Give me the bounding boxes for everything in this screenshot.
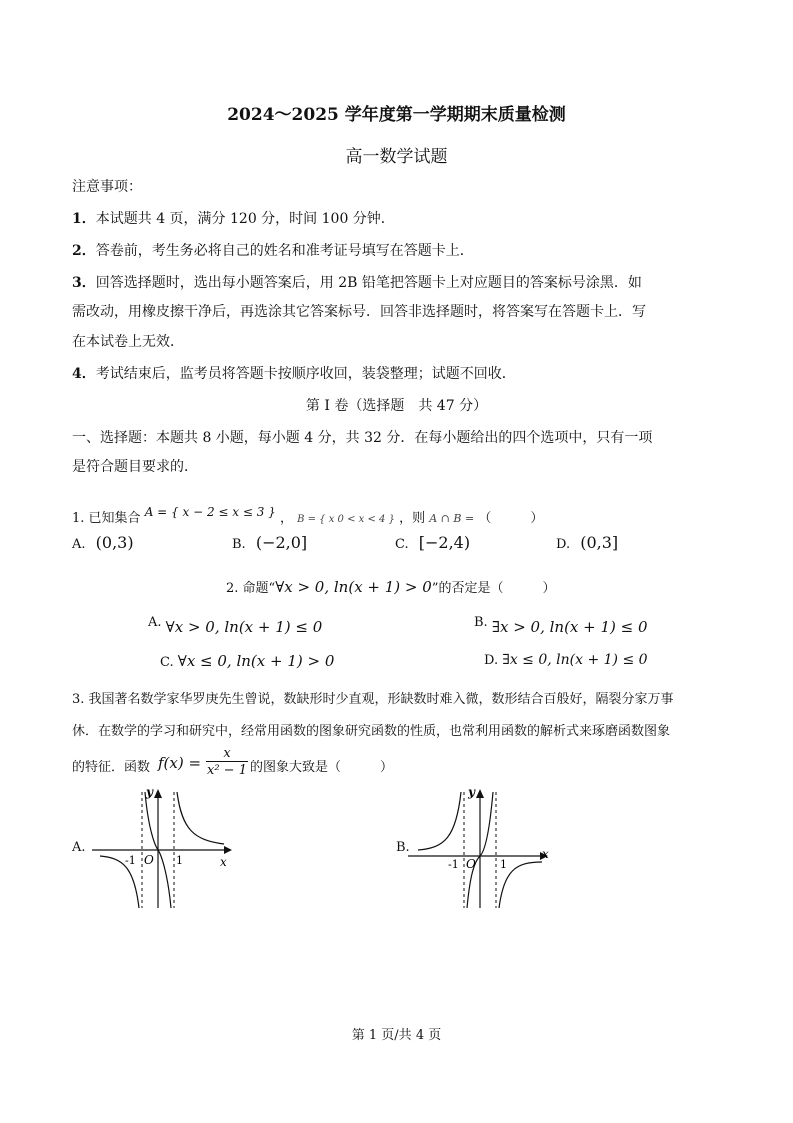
q1-set-b: B = { x 0 < x < 4 } [297,514,395,525]
option-label: B. [232,537,246,552]
q2-stem [226,577,555,596]
note-item-4 [72,364,516,384]
q3-graph-a-label[interactable]: A. [72,840,86,855]
y-label: y [468,786,475,799]
note-num: 4． [72,366,96,382]
note-text: 本试题共 4 页，满分 120 分，时间 100 分钟． [95,211,395,227]
q1-option-c[interactable] [395,533,470,552]
note-item-3 [72,273,642,293]
q2-math: ∀x > 0, ln(x + 1) > 0 [275,578,432,596]
option-value: ∃x ≤ 0, ln(x + 1) ≤ 0 [502,652,648,668]
exam-title: 2024～2025 学年度第一学期期末质量检测 [227,105,566,125]
x-label: x [542,847,549,861]
q1-suffix: ，则 [399,511,426,526]
curve-left-branch [418,792,461,850]
note-item-1 [72,209,395,229]
note-item-2 [72,241,474,261]
section-intro-line2: 是符合题目要求的． [72,459,198,475]
q2-option-b[interactable] [474,615,648,636]
q1-option-a[interactable] [72,533,134,552]
note-item-3-line3: 在本试卷上无效． [72,334,184,350]
note-text: 答卷前，考生务必将自己的姓名和准考证号填写在答题卡上． [95,243,474,259]
y-axis-arrow [154,789,162,798]
q1-comma: ， [279,511,293,526]
origin-label: O [144,853,154,867]
notes-heading: 注意事项： [72,179,142,195]
option-label: C. [395,537,409,552]
note-text: 回答选择题时，选出每小题答案后，用 2B 铅笔把答题卡上对应题目的答案标号涂黑．如 [95,275,642,291]
y-label: y [146,786,153,799]
option-label: A. [72,537,86,552]
option-value: ∀x > 0, ln(x + 1) ≤ 0 [165,618,323,636]
x-label: x [220,855,227,869]
option-value: ∃x > 0, ln(x + 1) ≤ 0 [491,618,648,636]
q3-graph-b[interactable] [408,786,558,910]
q3-line3-prefix: 的特征．函数 [72,760,151,775]
q1-option-b[interactable] [232,533,307,552]
x-axis-arrow [224,846,232,854]
q2-prefix: 2. 命题“ [226,581,276,596]
pos-one-label: 1 [176,854,183,867]
q3-numerator: x [206,746,248,762]
option-value: (0,3] [580,533,619,552]
option-label: D. [556,537,571,552]
note-num: 1． [72,211,96,227]
origin-label: O [466,857,476,871]
q1-paren: （ ） [478,511,544,526]
q3-line3-suffix: 的图象大致是（ ） [250,760,394,775]
neg-one-label: -1 [125,854,136,867]
q1-stem [72,502,543,530]
page-number: 第 1 页/共 4 页 [351,1028,442,1043]
q1-set-a: A = { x − 2 ≤ x ≤ 3 } [144,505,276,519]
curve-right-branch [177,792,224,844]
q1-prefix: 1. 已知集合 [72,511,141,526]
q3-graph-a[interactable] [92,786,242,910]
q3-fraction [206,746,248,779]
note-text: 考试结束后，监考员将答题卡按顺序收回，装袋整理；试题不回收． [95,366,516,382]
note-item-3-line2: 需改动，用橡皮擦干净后，再选涂其它答案标号．回答非选择题时，将答案写在答题卡上．写 [72,304,646,320]
option-value: (0,3) [95,533,134,552]
section-intro-line1: 一、选择题：本题共 8 小题，每小题 4 分，共 32 分．在每小题给出的四个选项中，只有一项 [72,430,653,446]
q3-line2: 休．在数学的学习和研究中，经常用函数的图象研究函数的性质，也常利用函数的解析式来琢磨函数图象 [72,724,671,739]
q3-line1: 3. 我国著名数学家华罗庚先生曾说，数缺形时少直观，形缺数时难入微，数形结合百般好，隔裂分家万事 [72,692,674,707]
q1-intersect: A ∩ B = [429,512,475,525]
q2-suffix: ”的否定是（ ） [431,581,556,596]
q3-denominator: x² − 1 [207,763,247,778]
neg-one-label: -1 [448,858,459,871]
option-value: [−2,4) [418,533,471,552]
exam-subtitle: 高一数学试题 [345,147,448,167]
note-num: 3． [72,275,96,291]
pos-one-label: 1 [500,858,507,871]
q1-option-d[interactable] [556,533,618,552]
note-num: 2． [72,243,96,259]
option-value: ∀x ≤ 0, ln(x + 1) > 0 [177,652,335,670]
option-label: C. [160,655,174,670]
option-label: D. [484,653,499,668]
q2-option-d[interactable] [484,652,648,668]
option-label: A. [148,615,162,630]
option-label: B. [474,615,488,630]
q3-func: f(x) = [158,754,202,772]
option-value: (−2,0] [255,533,308,552]
q3-graph-b-label[interactable]: B. [396,840,410,855]
y-axis-arrow [476,789,484,798]
section-heading: 第 Ⅰ 卷（选择题 共 47 分） [305,398,488,414]
q2-option-a[interactable] [148,615,322,636]
q2-option-c[interactable] [160,652,334,670]
